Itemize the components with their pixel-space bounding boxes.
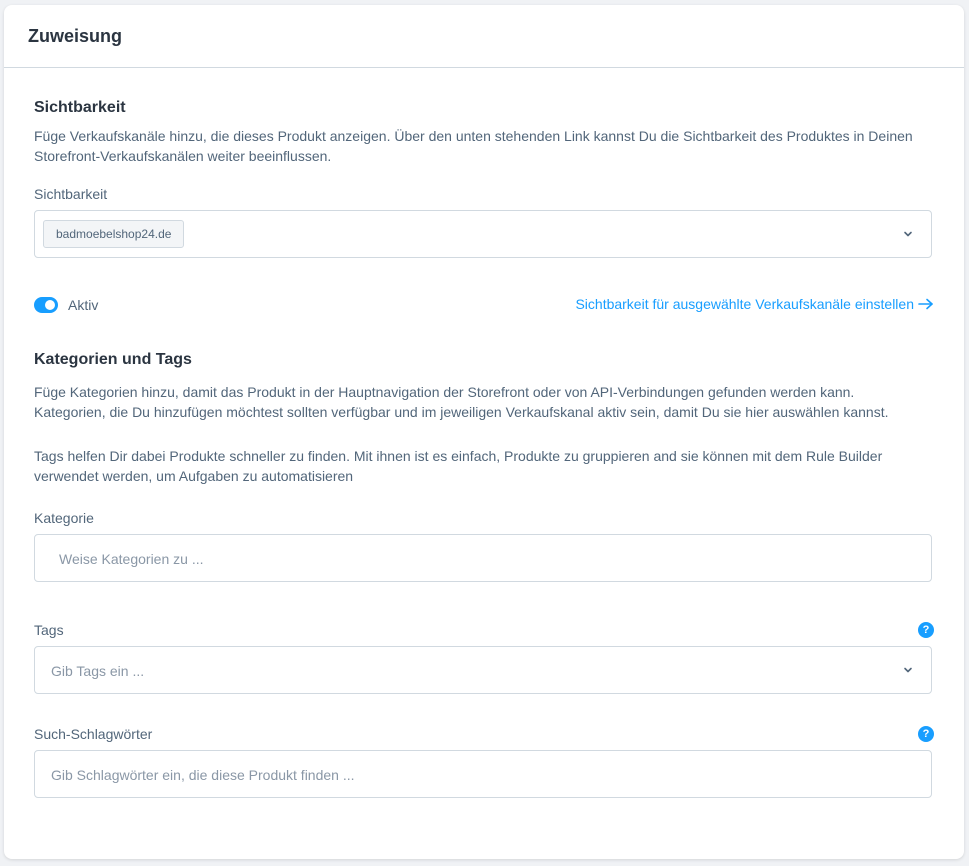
chevron-down-icon[interactable]: [903, 229, 913, 239]
active-toggle-label: Aktiv: [68, 297, 99, 313]
toggle-knob: [45, 300, 55, 310]
assignment-card: [4, 5, 964, 859]
keywords-field-label: Such-Schlagwörter: [34, 726, 153, 742]
categories-description: Füge Kategorien hinzu, damit das Produkt in der Hauptnavigation der Storefront oder von API-Verbindungen gefunden werden kann. Kategorien, die Du hinzufügen möchtest sollten verfügbar und im jeweiligen Verkaufskanal aktiv sein, damit Du sie hier auswählen kannst.: [34, 384, 889, 420]
keywords-input[interactable]: [34, 750, 932, 798]
category-field-label: Kategorie: [34, 510, 94, 526]
tags-field-label: Tags: [34, 622, 64, 638]
keywords-placeholder: Gib Schlagwörter ein, die diese Produkt finden ...: [51, 767, 355, 783]
arrow-right-icon: [918, 298, 934, 310]
chevron-down-icon[interactable]: [903, 665, 913, 675]
visibility-settings-link[interactable]: [575, 296, 934, 312]
visibility-description: Füge Verkaufskanäle hinzu, die dieses Produkt anzeigen. Über den unten stehenden Link kannst Du die Sichtbarkeit des Produktes in Deinen Storefront-Verkaufskanälen weiter beeinflussen.: [34, 128, 913, 164]
tags-placeholder: Gib Tags ein ...: [51, 663, 145, 679]
tags-select[interactable]: [34, 646, 932, 694]
card-header: [4, 5, 964, 68]
visibility-select[interactable]: [34, 210, 932, 258]
category-input[interactable]: [34, 534, 932, 582]
keywords-help-icon[interactable]: ?: [918, 726, 934, 742]
active-toggle[interactable]: [34, 297, 58, 313]
categories-section-title: Kategorien und Tags: [34, 351, 192, 368]
category-placeholder: Weise Kategorien zu ...: [59, 551, 204, 567]
visibility-field-label: Sichtbarkeit: [34, 186, 108, 202]
visibility-settings-link-label: Sichtbarkeit für ausgewählte Verkaufskanäle einstellen: [575, 296, 914, 312]
card-title: Zuweisung: [28, 25, 122, 46]
tags-help-icon[interactable]: ?: [918, 622, 934, 638]
visibility-section-title: Sichtbarkeit: [34, 99, 126, 116]
selected-channel-chip[interactable]: badmoebelshop24.de: [43, 220, 184, 248]
tags-description: Tags helfen Dir dabei Produkte schneller zu finden. Mit ihnen ist es einfach, Produkte zu gruppieren and sie können mit dem Rule Builder verwendet werden, um Aufgaben zu automatisieren: [34, 448, 883, 484]
